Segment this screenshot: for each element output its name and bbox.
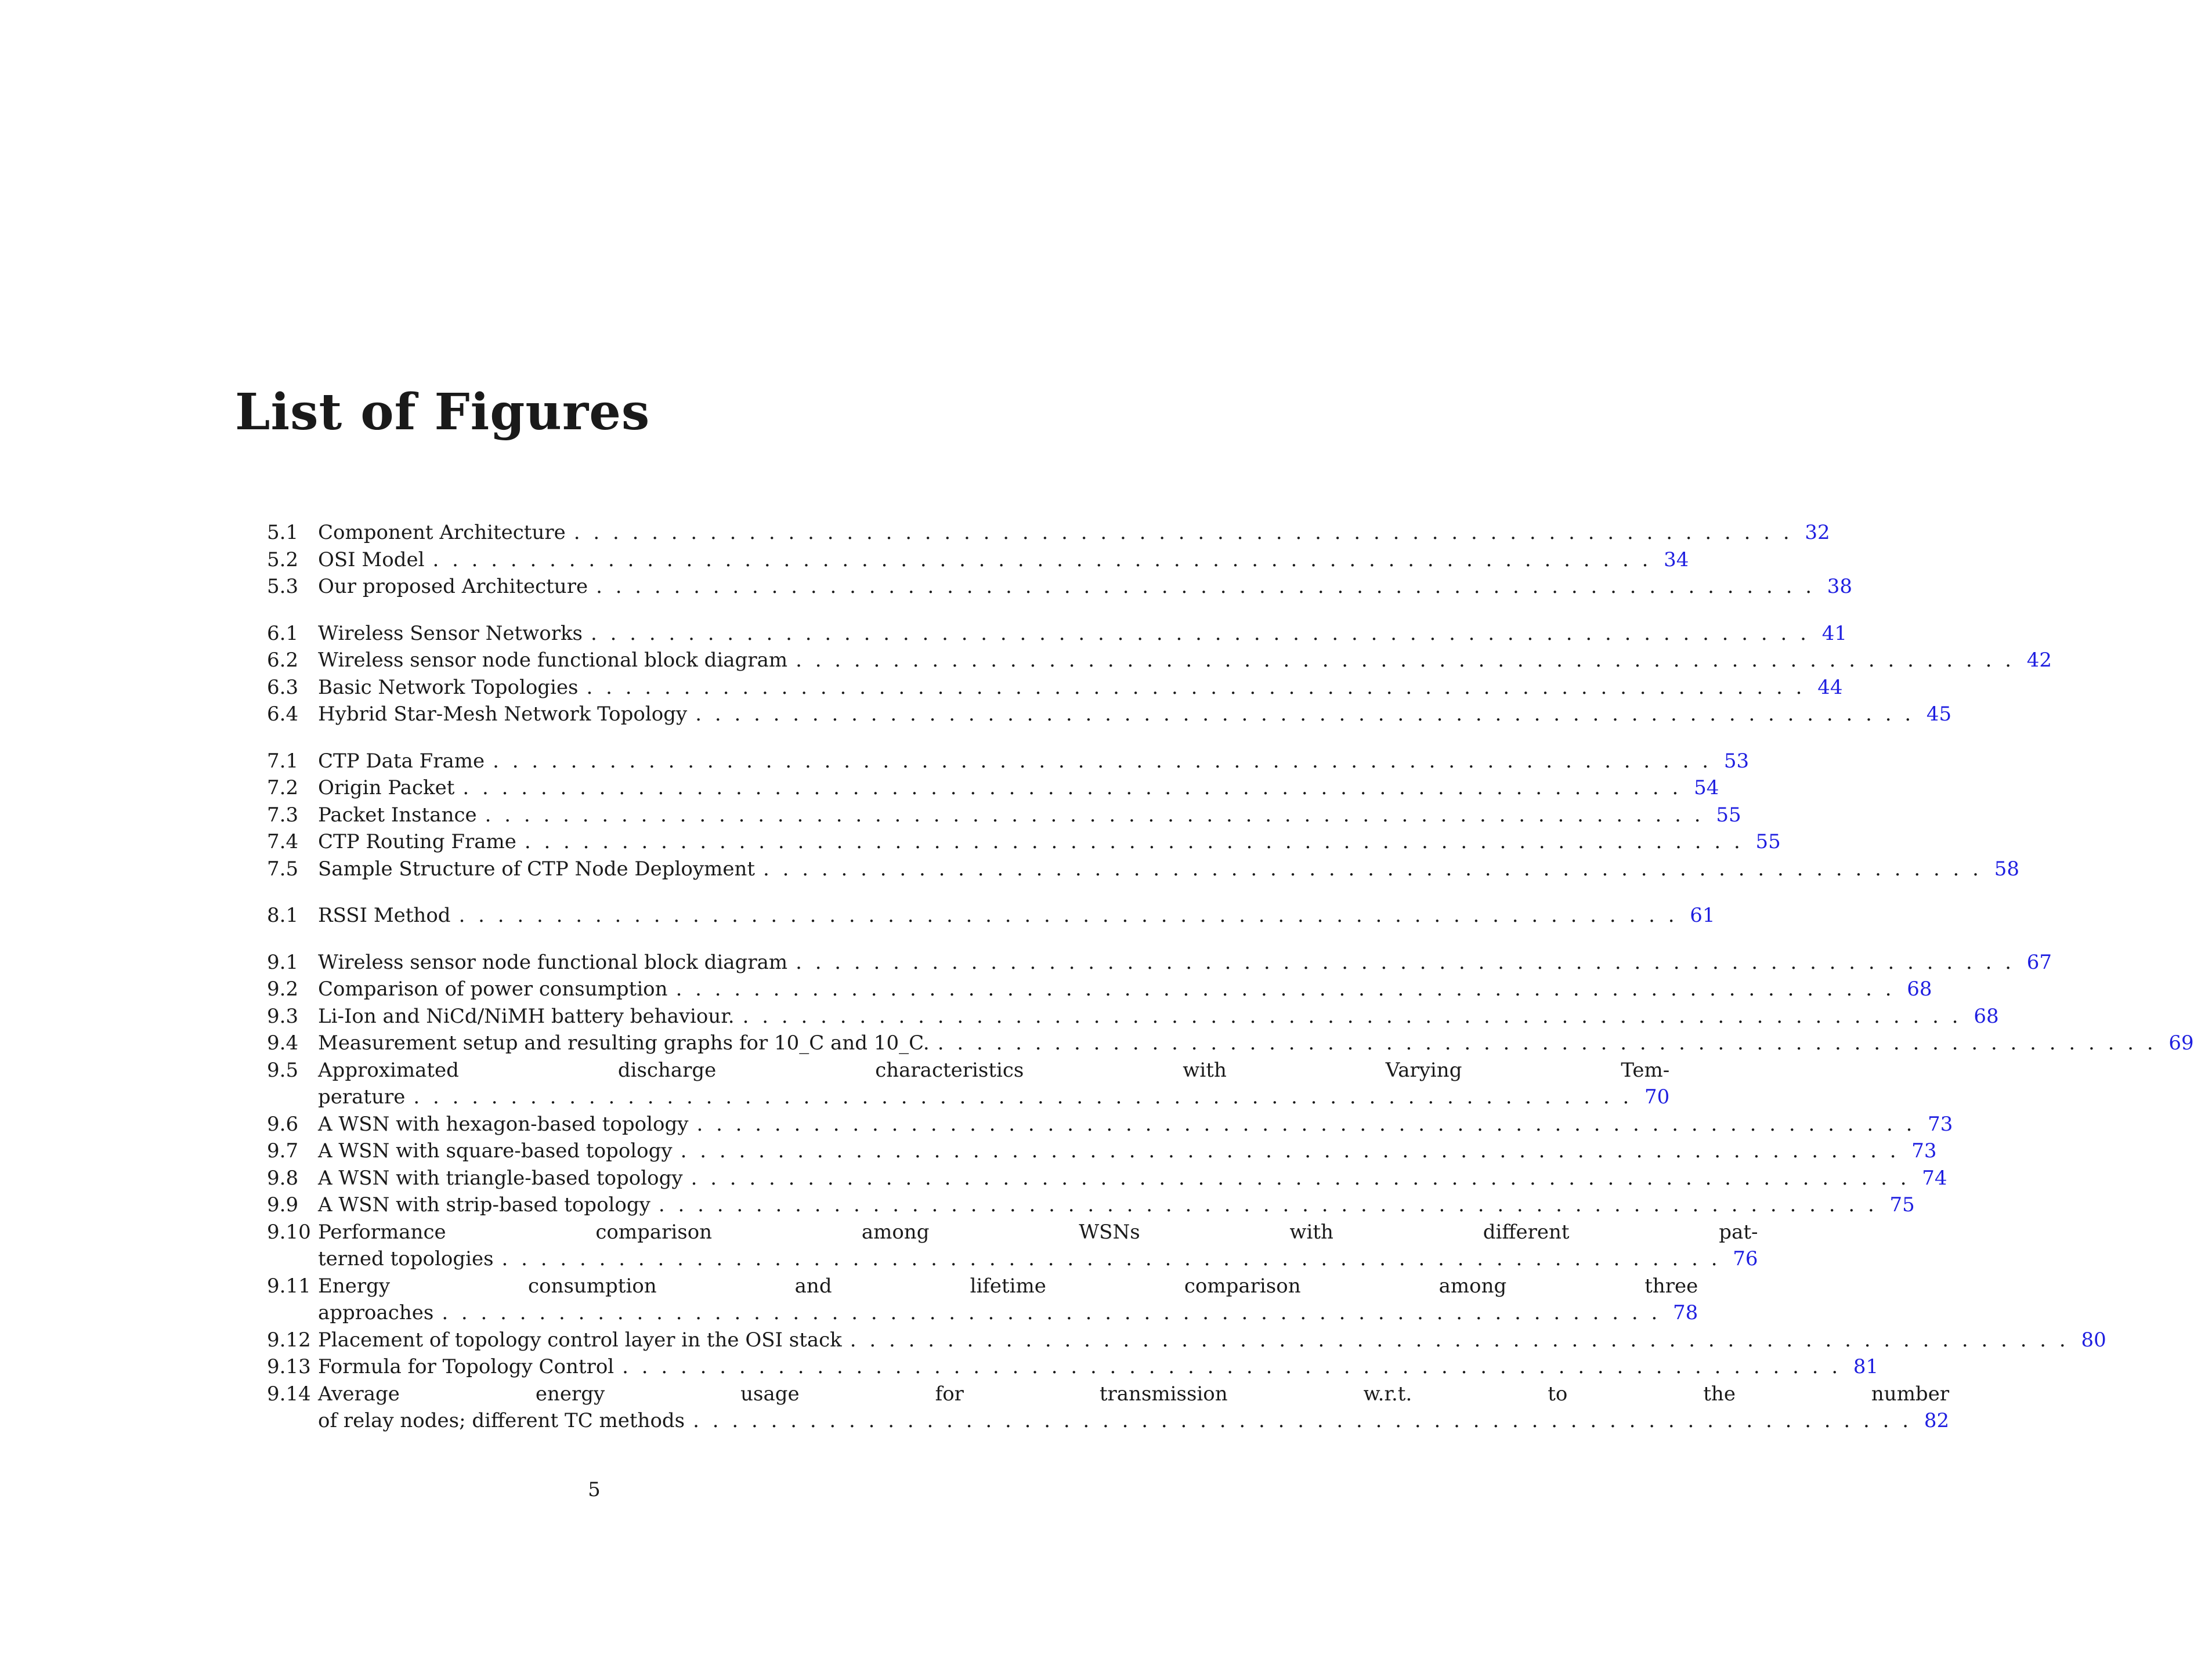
dot-leader <box>516 828 1755 856</box>
figure-number: 9.3 <box>267 1004 299 1028</box>
figure-title: Measurement setup and resulting graphs for 10_C and 10_C. <box>318 1031 930 1055</box>
page-link[interactable]: 61 <box>1690 904 1715 927</box>
figure-number: 6.2 <box>267 649 299 672</box>
figure-number: 9.4 <box>267 1031 299 1055</box>
figure-number: 7.1 <box>267 749 299 773</box>
dot-leader <box>588 573 1827 600</box>
figure-number: 9.9 <box>267 1193 299 1216</box>
figure-entry[interactable] <box>267 1030 2194 1057</box>
list-of-figures <box>267 519 2194 1454</box>
page-link[interactable]: 55 <box>1716 803 1741 827</box>
figure-entry[interactable] <box>267 1219 1758 1273</box>
dot-leader <box>755 856 1994 883</box>
dot-leader <box>433 1299 1672 1327</box>
figure-title: Li-Ion and NiCd/NiMH battery behaviour. <box>318 1004 735 1028</box>
figure-entry[interactable] <box>267 774 1719 802</box>
figure-entry[interactable] <box>267 1192 1915 1219</box>
page-link[interactable]: 67 <box>2026 950 2052 974</box>
figure-title: Hybrid Star-Mesh Network Topology <box>318 703 688 726</box>
figure-number: 9.6 <box>267 1112 299 1136</box>
page-link[interactable]: 55 <box>1755 830 1781 853</box>
figure-title: Sample Structure of CTP Node Deployment <box>318 857 756 881</box>
figure-number: 9.10 <box>267 1220 311 1244</box>
figure-title: Comparison of power consumption <box>318 977 668 1001</box>
figure-number: 5.3 <box>267 575 299 598</box>
dot-leader <box>842 1327 2081 1354</box>
figure-number: 9.13 <box>267 1355 311 1378</box>
figure-number: 9.8 <box>267 1166 299 1190</box>
dot-leader <box>687 701 1926 728</box>
figure-title: A WSN with strip-based topology <box>318 1193 650 1216</box>
figure-entry[interactable] <box>267 1003 1999 1030</box>
figure-group <box>267 519 1853 600</box>
figure-title: terned topologies <box>318 1247 494 1270</box>
figure-title: Our proposed Architecture <box>318 575 588 598</box>
page-link[interactable]: 68 <box>1973 1004 1999 1028</box>
figure-title: A WSN with hexagon-based topology <box>318 1112 689 1136</box>
figure-entry[interactable] <box>267 828 1781 856</box>
figure-title: A WSN with triangle-based topology <box>318 1166 683 1190</box>
dot-leader <box>685 1407 1924 1435</box>
figure-title-line: Average energy usage for transmission w.r.t. to the number <box>318 1382 1950 1406</box>
figure-group <box>267 620 2052 728</box>
page-link[interactable]: 73 <box>1928 1112 1953 1136</box>
figure-entry[interactable] <box>267 1111 1953 1138</box>
dot-leader <box>650 1192 1889 1219</box>
figure-number: 6.4 <box>267 703 299 726</box>
dot-leader <box>477 802 1716 829</box>
figure-entry[interactable] <box>267 976 1932 1003</box>
dot-leader <box>579 674 1817 701</box>
figure-title: Basic Network Topologies <box>318 675 579 699</box>
figure-number: 9.5 <box>267 1058 299 1082</box>
figure-number: 9.12 <box>267 1328 311 1352</box>
page-link[interactable]: 74 <box>1922 1166 1947 1190</box>
figure-title: CTP Data Frame <box>318 749 485 773</box>
page-link[interactable]: 54 <box>1694 776 1719 799</box>
page-link[interactable]: 32 <box>1805 521 1830 544</box>
figure-title: CTP Routing Frame <box>318 830 516 853</box>
figure-group <box>267 748 2019 883</box>
dot-leader <box>787 949 2026 976</box>
figure-title-line: Approximated discharge characteristics with Varying Tem- <box>318 1058 1670 1082</box>
dot-leader <box>451 902 1690 929</box>
figure-title: approaches <box>318 1301 434 1324</box>
figure-entry[interactable] <box>267 1057 1670 1111</box>
page-link[interactable]: 38 <box>1827 575 1853 598</box>
dot-leader <box>735 1003 1973 1030</box>
dot-leader <box>424 546 1663 574</box>
figure-number: 9.7 <box>267 1139 299 1163</box>
page-link[interactable]: 76 <box>1733 1247 1758 1270</box>
figure-entry[interactable] <box>267 1353 1879 1381</box>
figure-number: 7.5 <box>267 857 299 881</box>
page-title: List of Figures <box>235 383 650 441</box>
figure-number: 8.1 <box>267 904 299 927</box>
figure-entry[interactable] <box>267 519 1830 546</box>
figure-entry[interactable] <box>267 647 2052 674</box>
page-link[interactable]: 42 <box>2026 649 2052 672</box>
page-link[interactable]: 69 <box>2168 1031 2194 1055</box>
page-link[interactable]: 70 <box>1644 1085 1670 1109</box>
figure-number: 7.2 <box>267 776 299 799</box>
figure-number: 5.2 <box>267 548 299 571</box>
dot-leader <box>787 647 2026 674</box>
figure-entry[interactable] <box>267 902 1715 929</box>
dot-leader <box>485 748 1723 775</box>
figure-title: Packet Instance <box>318 803 477 827</box>
figure-number: 7.4 <box>267 830 299 853</box>
figure-group <box>267 902 1715 929</box>
figure-entry[interactable] <box>267 748 1750 775</box>
figure-entry[interactable] <box>267 1165 1947 1192</box>
page-link[interactable]: 68 <box>1907 977 1932 1001</box>
figure-number: 9.14 <box>267 1382 311 1406</box>
figure-group <box>267 949 2194 1435</box>
page-link[interactable]: 81 <box>1853 1355 1879 1378</box>
page-link[interactable]: 78 <box>1673 1301 1698 1324</box>
figure-title: Placement of topology control layer in the OSI stack <box>318 1328 842 1352</box>
page-link[interactable]: 45 <box>1926 703 1952 726</box>
figure-entry[interactable] <box>267 674 1843 701</box>
page-link[interactable]: 73 <box>1911 1139 1937 1163</box>
figure-entry[interactable] <box>267 1381 1950 1435</box>
figure-number: 7.3 <box>267 803 299 827</box>
page-link[interactable]: 53 <box>1723 749 1750 773</box>
figure-entry[interactable] <box>267 856 2019 883</box>
page-link[interactable]: 82 <box>1924 1409 1950 1432</box>
figure-title: Component Architecture <box>318 521 566 544</box>
figure-number: 6.1 <box>267 621 299 645</box>
figure-title: Wireless sensor node functional block diagram <box>318 950 788 974</box>
figure-title: Wireless Sensor Networks <box>318 621 583 645</box>
dot-leader <box>405 1084 1644 1111</box>
figure-entry[interactable] <box>267 573 1853 600</box>
figure-title: RSSI Method <box>318 904 451 927</box>
page-link[interactable]: 75 <box>1889 1193 1915 1216</box>
dot-leader <box>673 1138 1911 1165</box>
figure-title: OSI Model <box>318 548 425 571</box>
figure-title: Origin Packet <box>318 776 455 799</box>
figure-number: 6.3 <box>267 675 299 699</box>
figure-number: 5.1 <box>267 521 299 544</box>
figure-title: Wireless sensor node functional block diagram <box>318 649 788 672</box>
figure-number: 9.1 <box>267 950 299 974</box>
dot-leader <box>583 620 1821 647</box>
figure-entry[interactable] <box>267 1327 2106 1354</box>
page-link[interactable]: 80 <box>2081 1328 2106 1352</box>
dot-leader <box>566 519 1805 546</box>
page-number: 5 <box>588 1478 601 1501</box>
figure-title: Formula for Topology Control <box>318 1355 615 1378</box>
page-link[interactable]: 58 <box>1994 857 2019 881</box>
figure-entry[interactable] <box>267 620 1847 647</box>
figure-title: A WSN with square-based topology <box>318 1139 673 1163</box>
figure-number: 9.11 <box>267 1274 311 1298</box>
figure-title-line: Performance comparison among WSNs with different pat- <box>318 1220 1758 1244</box>
figure-title-line: Energy consumption and lifetime comparison among three <box>318 1274 1698 1298</box>
page-link[interactable]: 41 <box>1821 621 1847 645</box>
dot-leader <box>683 1165 1922 1192</box>
figure-entry[interactable] <box>267 802 1741 829</box>
dot-leader <box>688 1111 1927 1138</box>
page-link[interactable]: 44 <box>1817 675 1843 699</box>
figure-title: perature <box>318 1085 406 1109</box>
figure-entry[interactable] <box>267 1138 1937 1165</box>
figure-entry[interactable] <box>267 701 1952 728</box>
dot-leader <box>494 1245 1733 1273</box>
dot-leader <box>614 1353 1853 1381</box>
figure-title: of relay nodes; different TC methods <box>318 1409 685 1432</box>
page-link[interactable]: 34 <box>1664 548 1689 571</box>
figure-number: 9.2 <box>267 977 299 1001</box>
figure-entry[interactable] <box>267 546 1689 574</box>
dot-leader <box>668 976 1907 1003</box>
dot-leader <box>930 1030 2168 1057</box>
dot-leader <box>454 774 1693 802</box>
figure-entry[interactable] <box>267 1273 1698 1327</box>
figure-entry[interactable] <box>267 949 2052 976</box>
